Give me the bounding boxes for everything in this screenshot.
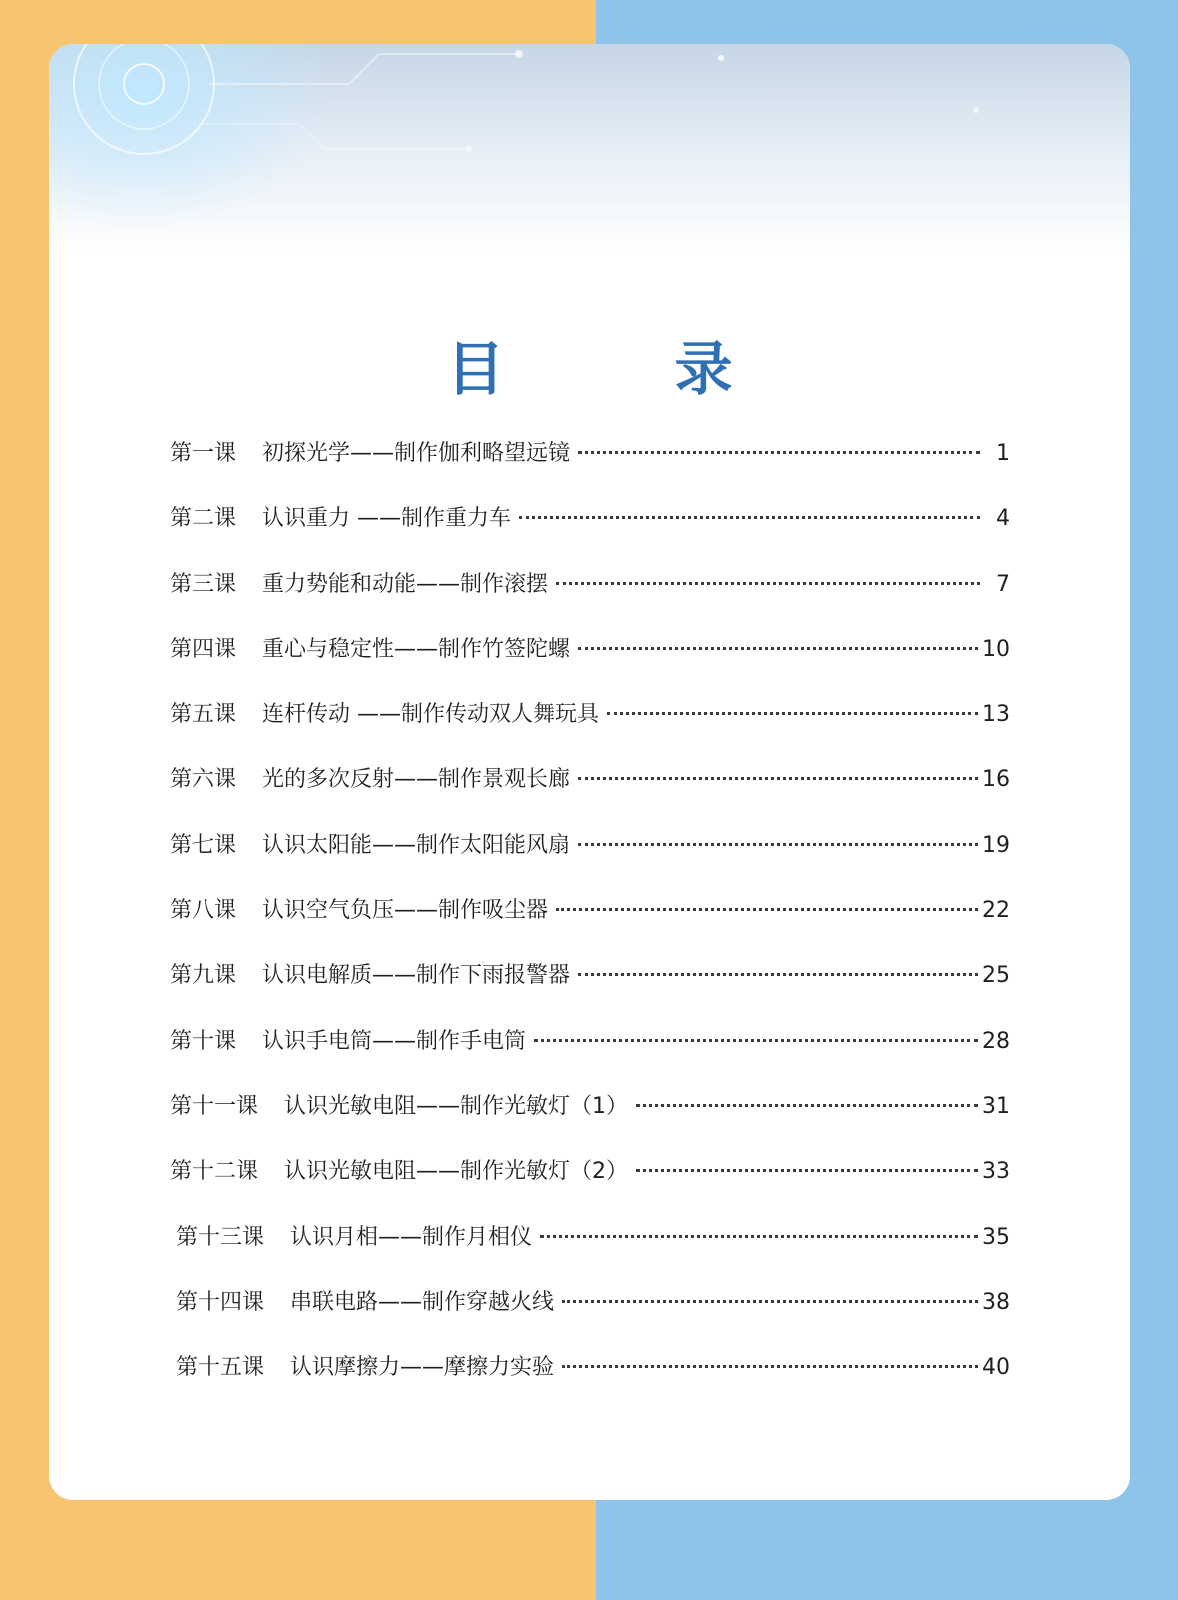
lesson-number: 第十课 [170,1028,237,1054]
toc-entry[interactable] [170,893,1010,958]
toc-entry[interactable] [170,632,1010,697]
page-number: 25 [982,963,1010,989]
toc-entry[interactable] [170,828,1010,893]
dot-leader [578,973,978,976]
lesson-title: 认识光敏电阻——制作光敏灯（2） [284,1159,629,1185]
dot-leader [636,1169,978,1172]
page-number: 13 [982,702,1010,728]
toc-entry[interactable] [170,1220,1010,1285]
dot-leader [578,647,978,650]
lesson-title: 重心与稳定性——制作竹签陀螺 [262,636,571,662]
lesson-number: 第十四课 [176,1289,265,1315]
lesson-number: 第七课 [170,832,237,858]
table-of-contents [170,436,1010,1415]
toc-entry[interactable] [170,1154,1010,1219]
dot-leader [562,1300,978,1303]
dot-leader [534,1039,978,1042]
dot-leader [578,843,978,846]
lesson-number: 第九课 [170,963,237,989]
page-number: 38 [982,1289,1010,1315]
lesson-title: 认识手电筒——制作手电筒 [262,1028,527,1054]
dot-leader [578,451,980,454]
lesson-number: 第十二课 [170,1159,259,1185]
toc-entry[interactable] [170,762,1010,827]
tech-circuit-icon [49,44,1130,254]
toc-entry[interactable] [170,1089,1010,1154]
toc-entry[interactable] [170,567,1010,632]
page-number: 19 [982,832,1010,858]
lesson-title: 认识光敏电阻——制作光敏灯（1） [284,1093,629,1119]
page-number: 31 [982,1093,1010,1119]
lesson-title: 光的多次反射——制作景观长廊 [262,767,571,793]
lesson-number: 第十五课 [176,1355,265,1381]
lesson-title: 重力势能和动能——制作滚摆 [262,571,549,597]
lesson-title: 串联电路——制作穿越火线 [290,1289,555,1315]
toc-entry[interactable] [170,697,1010,762]
dot-leader [578,777,978,780]
page-number: 22 [982,898,1010,924]
dot-leader [562,1365,978,1368]
toc-entry[interactable] [170,1024,1010,1089]
page-number: 35 [982,1224,1010,1250]
header-banner [49,44,1130,254]
page-title: 目 录 [446,335,789,403]
lesson-number: 第六课 [170,767,237,793]
lesson-title: 初探光学——制作伽利略望远镜 [262,441,571,466]
lesson-title: 认识电解质——制作下雨报警器 [262,963,571,989]
lesson-number: 第四课 [170,636,237,662]
toc-entry[interactable] [170,1350,1010,1415]
lesson-title: 认识摩擦力——摩擦力实验 [290,1355,555,1381]
page-number: 28 [982,1028,1010,1054]
lesson-title: 认识月相——制作月相仪 [290,1224,533,1250]
lesson-number: 第三课 [170,571,237,597]
dot-leader [519,516,980,519]
page-number: 7 [996,571,1010,597]
lesson-number: 第五课 [170,702,237,728]
page-number: 10 [982,636,1010,662]
page-number: 1 [996,441,1010,466]
lesson-number: 第十一课 [170,1093,259,1119]
page-number: 16 [982,767,1010,793]
dot-leader [556,908,978,911]
page-number: 33 [982,1159,1010,1185]
toc-entry[interactable] [170,1285,1010,1350]
lesson-number: 第二课 [170,506,237,532]
page-number: 4 [996,506,1010,532]
lesson-title: 认识重力 ——制作重力车 [262,506,512,532]
dot-leader [636,1104,978,1107]
dot-leader [540,1235,978,1238]
toc-entry[interactable] [170,501,1010,566]
lesson-title: 连杆传动 ——制作传动双人舞玩具 [262,702,600,728]
lesson-number: 第十三课 [176,1224,265,1250]
dot-leader [607,712,978,715]
toc-entry[interactable] [170,958,1010,1023]
page-number: 40 [982,1355,1010,1381]
lesson-number: 第一课 [170,441,237,466]
lesson-title: 认识太阳能——制作太阳能风扇 [262,832,571,858]
lesson-number: 第八课 [170,898,237,924]
toc-entry[interactable] [170,436,1010,501]
lesson-title: 认识空气负压——制作吸尘器 [262,898,549,924]
dot-leader [556,582,980,585]
